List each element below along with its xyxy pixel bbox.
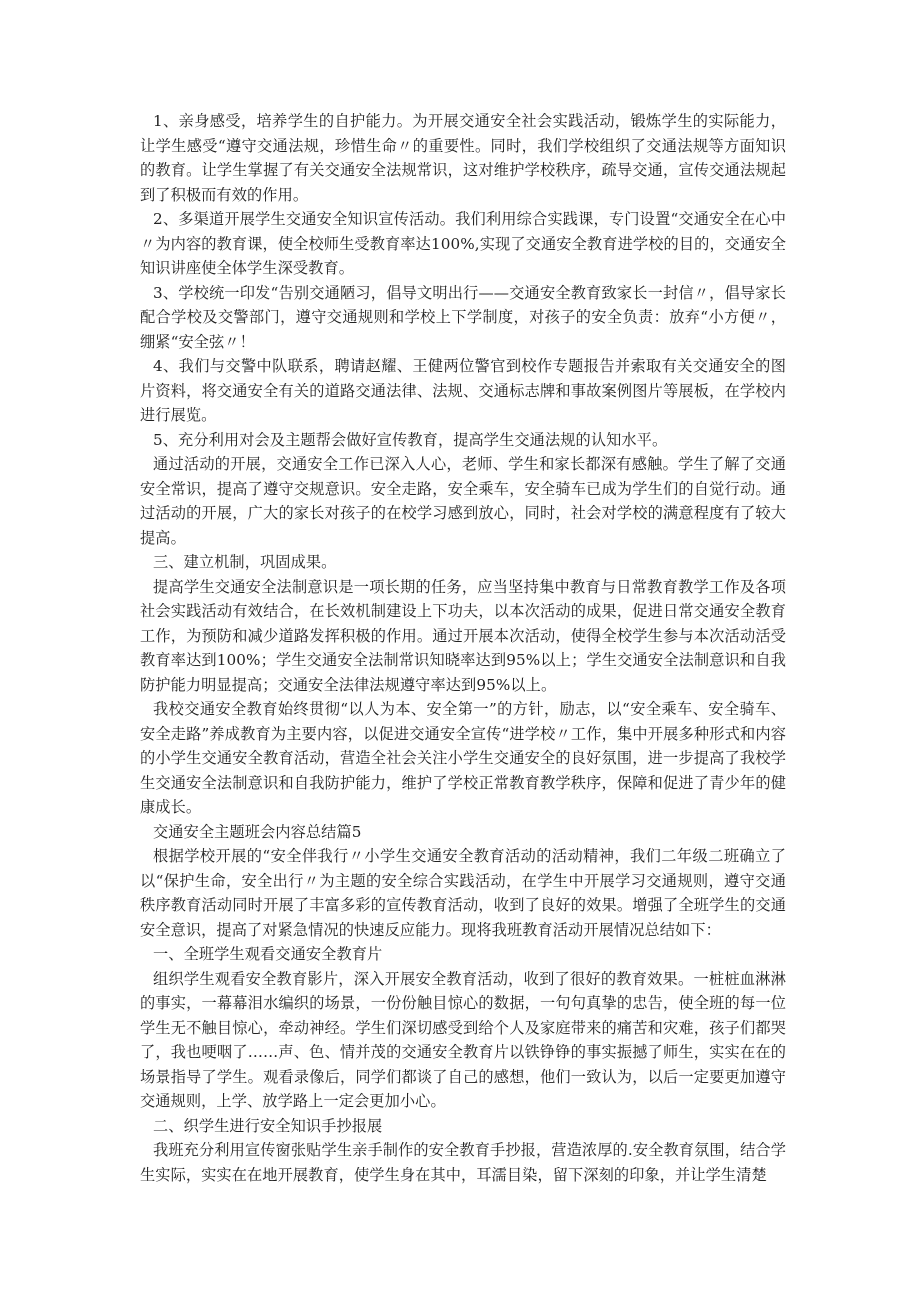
policy-paragraph: 我校交通安全教育始终贯彻“以人为本、安全第一”的方针，励志，以“安全乘车、安全骑车、安全走路”养成教育为主要内容，以促进交通安全宣传“进学校〃工作，集中开展多种形式和内容的小学生交通安全教育活动，营造全社会关注小学生交通安全的良好氛围，进一步提高了我校学生交通安全法制意识和自我防护能力，维护了学校正常教育教学秩序，保障和促进了青少年的健康成长。 xyxy=(140,700,786,816)
section-heading-2: 二、织学生进行安全知识手抄报展 xyxy=(153,1116,383,1135)
article-title: 交通安全主题班会内容总结篇5 xyxy=(153,822,362,841)
section-heading-3: 三、建立机制，巩固成果。 xyxy=(153,553,337,571)
section-heading-1: 一、全班学生观看交通安全教育片 xyxy=(153,945,383,963)
film-paragraph: 组织学生观看安全教育影片，深入开展安全教育活动，收到了很好的教育效果。一桩桩血淋淋的事实，一幕幕泪水编织的场景，一份份触目惊心的数据，一句句真挚的忠告，使全班的每一位学生无不触目惊心，牵动神经。学生们深切感受到给个人及家庭带来的痛苦和灾难，孩子们都哭了，我也哽咽了……声、色、情并茂的交通安全教育片以铁铮铮的事实振撼了师生，实实在在的场景指导了学生。观看录像后，同学们都谈了自己的感想，他们一致认为，以后一定要更加遵守交通规则，上学、放学路上一定会更加小心。 xyxy=(140,969,786,1110)
document-body xyxy=(140,109,786,1187)
intro-paragraph: 根据学校开展的“安全伴我行〃小学生交通安全教育活动的活动精神，我们二年级二班确立了以“保护生命，安全出行〃为主题的安全综合实践活动，在学生中开展学习交通规则，遵守交通秩序教育活动同时开展了丰富多彩的宣传教育活动，收到了良好的效果。增强了全班学生的交通安全意识，提高了对紧急情况的快速反应能力。现将我班教育活动开展情况总结如下： xyxy=(140,847,786,939)
paragraph-item-5: 5、充分利用对会及主题帮会做好宣传教育，提高学生交通法规的认知水平。 xyxy=(153,430,668,449)
paragraph-item-2: 2、多渠道开展学生交通安全知识宣传活动。我们利用综合实践课，专门设置“交通安全在心中〃为内容的教育课，使全校师生受教育率达100%,实现了交通安全教育进学校的目的，交通安全知识讲座使全体学生深受教育。 xyxy=(140,210,786,277)
handout-paragraph: 我班充分利用宣传窗张贴学生亲手制作的安全教育手抄报，营造浓厚的.安全教育氛围，结合学生实际，实实在在地开展教育，使学生身在其中，耳濡目染，留下深刻的印象，并让学生清楚 xyxy=(140,1141,786,1184)
paragraph-item-4: 4、我们与交警中队联系，聘请赵耀、王健两位警官到校作专题报告并索取有关交通安全的图片资料，将交通安全有关的道路交通法律、法规、交通标志牌和事故案例图片等展板，在学校内进行展览。 xyxy=(140,357,786,424)
paragraph-item-3: 3、学校统一印发“告别交通陋习，倡导文明出行——交通安全教育致家长一封信〃，倡导家长配合学校及交警部门，遵守交通规则和学校上下学制度，对孩子的安全负责：放弃“小方便〃，绷紧“安全弦〃！ xyxy=(140,283,786,351)
paragraph-item-1: 1、亲身感受，培养学生的自护能力。为开展交通安全社会实践活动，锻炼学生的实际能力，让学生感受“遵守交通法规，珍惜生命〃的重要性。同时，我们学校组织了交通法规等方面知识的教育。让学生掌握了有关交通安全法规常识，这对维护学校秩序，疏导交通，宣传交通法规起到了积极而有效的作用。 xyxy=(140,112,786,204)
mechanism-paragraph: 提高学生交通安全法制意识是一项长期的任务，应当坚持集中教育与日常教育教学工作及各项社会实践活动有效结合，在长效机制建设上下功夫，以本次活动的成果，促进日常交通安全教育工作，为预防和减少道路发挥积极的作用。通过开展本次活动，使得全校学生参与本次活动活受教育率达到100%；学生交通安全法制常识知晓率达到95%以上；学生交通安全法制意识和自我防护能力明显提高；交通安全法律法规遵守率达到95%以上。 xyxy=(140,577,786,694)
summary-paragraph: 通过活动的开展，交通安全工作已深入人心，老师、学生和家长都深有感触。学生了解了交通安全常识，提高了遵守交规意识。安全走路，安全乘车，安全骑车已成为学生们的自觉行动。通过活动的开展，广大的家长对孩子的在校学习感到放心，同时，社会对学校的满意程度有了较大提高。 xyxy=(140,455,786,547)
